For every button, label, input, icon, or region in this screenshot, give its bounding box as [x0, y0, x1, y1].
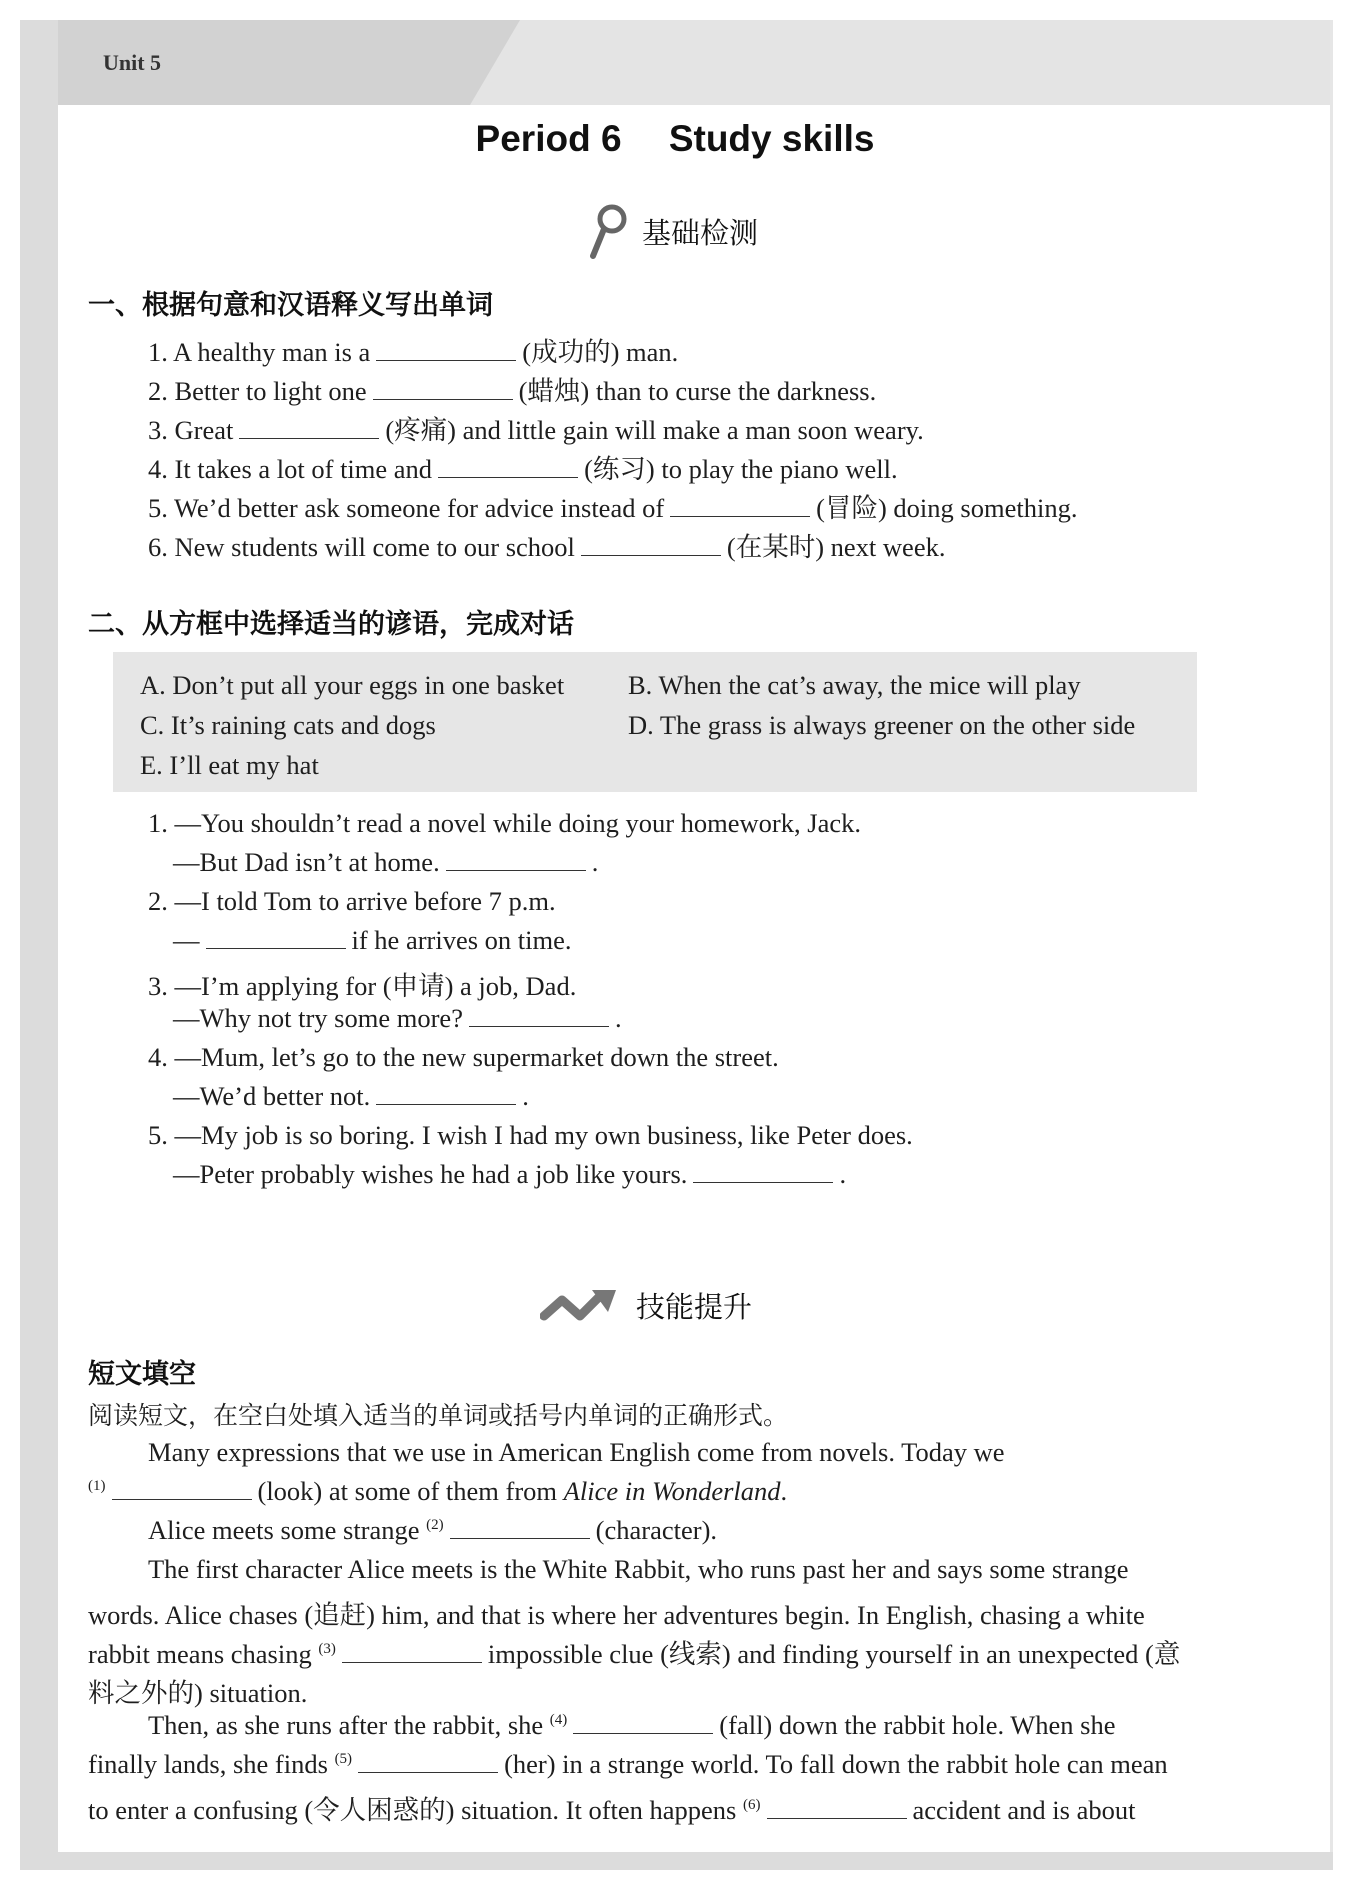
page-left-band: [20, 20, 58, 1870]
item-hint: (疼痛) and little gain will make a man soon weary.: [385, 415, 924, 445]
item-hint: (成功的) man.: [522, 337, 679, 367]
dialogue-question: 5. —My job is so boring. I wish I had my own business, like Peter does.: [148, 1120, 913, 1150]
answer-blank[interactable]: [581, 533, 721, 556]
blank-number: (5): [334, 1751, 353, 1768]
passage-text: to enter a confusing (令人困惑的) situation. It often happens: [88, 1795, 737, 1825]
item-hint: (蜡烛) than to curse the darkness.: [518, 376, 877, 406]
answer-blank[interactable]: [342, 1640, 482, 1663]
option-c: C. It’s raining cats and dogs: [140, 710, 436, 740]
item-text: 1. A healthy man is a: [148, 337, 371, 367]
blank-number: (1): [88, 1478, 106, 1495]
answer-tail: .: [522, 1081, 529, 1111]
answer-text: —We’d better not.: [173, 1081, 371, 1111]
answer-blank[interactable]: [469, 1004, 609, 1027]
passage-line: [148, 1515, 717, 1546]
passage-text: Then, as she runs after the rabbit, she: [148, 1710, 544, 1740]
list-item: [148, 486, 1077, 525]
passage-line: 料之外的) situation.: [88, 1678, 308, 1708]
passage-line: [88, 1788, 1135, 1827]
passage-text: accident and is about: [912, 1795, 1136, 1825]
list-item: [148, 447, 898, 486]
page-right-band: [1330, 20, 1333, 1870]
answer-blank[interactable]: [112, 1477, 252, 1500]
answer-blank[interactable]: [446, 848, 586, 871]
dialogue-answer: [173, 1159, 846, 1190]
answer-text: —: [173, 925, 200, 955]
answer-text: —But Dad isn’t at home.: [173, 847, 440, 877]
page-title: Period 6 Study skills: [475, 118, 875, 159]
list-item: [148, 408, 924, 447]
passage-line: words. Alice chases (追赶) him, and that is where her adventures begin. In English, chasing a white: [88, 1600, 1145, 1630]
passage-text: rabbit means chasing: [88, 1639, 312, 1669]
item-text: 2. Better to light one: [148, 376, 367, 406]
option-d: D. The grass is always greener on the other side: [628, 710, 1136, 740]
item-text: 4. It takes a lot of time and: [148, 454, 433, 484]
dialogue-question: 3. —I’m applying for (申请) a job, Dad.: [148, 971, 577, 1001]
item-text: 3. Great: [148, 415, 234, 445]
answer-tail: if he arrives on time.: [351, 925, 572, 955]
dialogue-question: 4. —Mum, let’s go to the new supermarket down the street.: [148, 1042, 779, 1072]
item-hint: (在某时) next week.: [726, 532, 946, 562]
answer-blank[interactable]: [693, 1160, 833, 1183]
item-text: 6. New students will come to our school: [148, 532, 575, 562]
passage-text: impossible clue (线索) and finding yourself in an unexpected (意: [487, 1639, 1181, 1669]
list-item: [148, 525, 945, 564]
magnifier-icon: [588, 203, 628, 259]
blank-number: (2): [426, 1517, 444, 1534]
answer-text: —Peter probably wishes he had a job like yours.: [173, 1159, 688, 1189]
answer-blank[interactable]: [450, 1516, 590, 1539]
passage-line: Many expressions that we use in American English come from novels. Today we: [148, 1437, 1005, 1467]
answer-blank[interactable]: [670, 494, 810, 517]
list-item: [148, 369, 876, 408]
passage-text: finally lands, she finds: [88, 1749, 328, 1779]
page-bottom-band: [20, 1852, 1333, 1870]
option-b: B. When the cat’s away, the mice will play: [628, 670, 1081, 700]
item-text: 5. We’d better ask someone for advice instead of: [148, 493, 665, 523]
passage-line: [88, 1476, 787, 1507]
answer-blank[interactable]: [573, 1711, 713, 1734]
part1-heading: 一、根据句意和汉语释义写出单词: [88, 290, 493, 321]
passage-text: (her) in a strange world. To fall down the rabbit hole can mean: [504, 1749, 1168, 1779]
item-hint: (练习) to play the piano well.: [584, 454, 898, 484]
dialogue-answer: [173, 925, 572, 956]
answer-blank[interactable]: [376, 1082, 516, 1105]
section-basic-title: 基础检测: [642, 215, 759, 250]
answer-blank[interactable]: [239, 416, 379, 439]
dialogue-question: 1. —You shouldn’t read a novel while doing your homework, Jack.: [148, 808, 861, 838]
dialogue-answer: [173, 1003, 622, 1034]
passage-text: .: [780, 1476, 788, 1506]
passage-line: [148, 1710, 1115, 1741]
passage-line: [88, 1632, 1180, 1671]
book-title: Alice in Wonderland: [563, 1476, 781, 1506]
section-basic-heading: [588, 203, 758, 259]
dialogue-question: 2. —I told Tom to arrive before 7 p.m.: [148, 886, 556, 916]
part2-heading: 二、从方框中选择适当的谚语，完成对话: [88, 609, 574, 640]
passage-text: (look) at some of them from: [257, 1476, 558, 1506]
answer-tail: .: [839, 1159, 847, 1189]
option-a: A. Don’t put all your eggs in one basket: [140, 670, 565, 700]
page-top-band-accent: [20, 20, 520, 105]
option-e: E. I’ll eat my hat: [140, 750, 319, 780]
part3-instruction: 阅读短文，在空白处填入适当的单词或括号内单词的正确形式。: [88, 1401, 789, 1430]
passage-text: (character).: [595, 1515, 718, 1545]
answer-blank[interactable]: [358, 1750, 498, 1773]
passage-line: [88, 1749, 1168, 1780]
answer-blank[interactable]: [376, 338, 516, 361]
part3-heading: 短文填空: [88, 1359, 196, 1390]
answer-blank[interactable]: [767, 1796, 907, 1819]
list-item: [148, 330, 678, 369]
answer-blank[interactable]: [438, 455, 578, 478]
answer-tail: .: [591, 847, 599, 877]
answer-blank[interactable]: [373, 377, 513, 400]
passage-text: (fall) down the rabbit hole. When she: [719, 1710, 1116, 1740]
answer-text: —Why not try some more?: [173, 1003, 463, 1033]
blank-number: (4): [549, 1712, 568, 1729]
section-skills-title: 技能提升: [636, 1290, 753, 1324]
answer-tail: .: [614, 1003, 622, 1033]
section-skills-heading: [540, 1285, 752, 1326]
item-hint: (冒险) doing something.: [816, 493, 1078, 523]
blank-number: (3): [318, 1641, 336, 1658]
dialogue-answer: [173, 847, 598, 878]
passage-line: The first character Alice meets is the White Rabbit, who runs past her and says some strange: [148, 1554, 1129, 1584]
passage-text: Alice meets some strange: [148, 1515, 420, 1545]
blank-number: (6): [743, 1797, 761, 1814]
dialogue-answer: [173, 1081, 529, 1112]
answer-blank[interactable]: [206, 926, 346, 949]
trend-up-icon: [540, 1286, 622, 1326]
unit-label: Unit 5: [103, 50, 162, 75]
